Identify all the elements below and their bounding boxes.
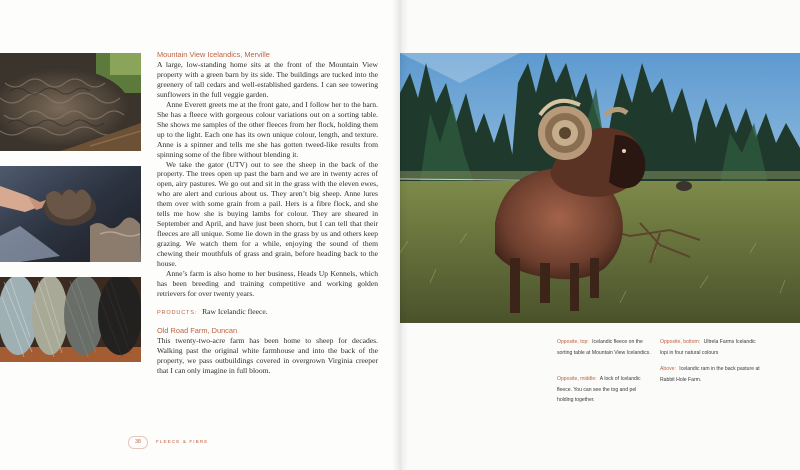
book-gutter-shadow bbox=[392, 0, 408, 470]
caption-opposite-middle bbox=[557, 374, 653, 406]
paragraph: Anne Everett greets me at the front gate, and I follow her to the barn. She has a fleece with gorgeous colour variations out on a sorting table. She shows me samples of the other fleeces from her flock, holding them up to the light. Each one has its own unique colour, length, and texture. Anne is a spinner and tells me she has gotten tweed-like results from spinning some of the fibre without blending it. bbox=[157, 99, 378, 159]
section-heading-mountain-view: Mountain View Icelandics, Merville bbox=[157, 50, 270, 59]
caption-text: A lock of Icelandic fleece. You can see the tog and pel holding together. bbox=[557, 376, 641, 403]
paragraph: A large, low-standing home sits at the front of the Mountain View property with a green barn by its side. The buildings are tucked into the greenery of tall cedars and well-established gardens. I can see towering sunflowers in the full veggie garden. bbox=[157, 60, 378, 99]
products-label: PRODUCTS: bbox=[157, 309, 198, 316]
paragraph: This twenty-two-acre farm has been home to sheep for decades. Walking past the original white farmhouse and into the back of the property, we pass outbuildings covered in overgrown Virginia creeper that I can only imagine in full bloom. bbox=[157, 335, 378, 375]
products-text: Raw Icelandic fleece. bbox=[202, 306, 268, 316]
running-head: FLEECE & FIBRE bbox=[156, 439, 209, 444]
caption-text: Ultrela Farms Icelandic lopi in four natural colours bbox=[660, 339, 756, 356]
yarn-skeins-photo bbox=[0, 277, 141, 362]
products-line bbox=[157, 307, 378, 318]
caption-text: Icelandic ram in the back pasture at Rabbit Hole Farm. bbox=[660, 366, 760, 383]
paragraph: Anne’s farm is also home to her business, Heads Up Kennels, which has been breeding and training competitive and working golden retrievers for over twenty years. bbox=[157, 269, 378, 298]
caption-label: Opposite, top: bbox=[557, 339, 589, 345]
caption-label: Opposite, bottom: bbox=[660, 339, 701, 345]
caption-label: Opposite, middle: bbox=[557, 376, 597, 382]
paragraph: We take the gator (UTV) out to see the sheep in the back of the property. The trees open up past the barn and we are in twenty acres of open, airy pastures. We go out and sit in the grass with the eleven ewes, who are alert and curious about us. They aren’t big sheep. Anne lures them over with some grain from a pail. Hers is a fibre flock, and she tells me how she is buying lambs for colour. They are sheared in September and April, and have just been shorn, but I can tell that their fleeces are all unique. Some lie down in the grass by us and others keep grazing. We watch them for a while, enjoying the sound of them chewing their mouthfuls of grass and grain, before heading back to the house. bbox=[157, 159, 378, 269]
section-heading-old-road-farm: Old Road Farm, Duncan bbox=[157, 325, 238, 335]
body-text-column bbox=[157, 50, 378, 376]
right-page bbox=[400, 0, 800, 470]
icelandic-ram-photo bbox=[400, 53, 800, 323]
caption-label: Above: bbox=[660, 366, 676, 372]
caption-opposite-top bbox=[557, 337, 653, 358]
caption-above bbox=[660, 364, 760, 385]
page-number: 38 bbox=[128, 436, 148, 449]
fleece-sorting-table-photo bbox=[0, 53, 141, 151]
caption-text: Icelandic fleece on the sorting table at Mountain View Icelandics. bbox=[557, 339, 651, 356]
caption-opposite-bottom bbox=[660, 337, 760, 358]
hand-holding-fleece-photo bbox=[0, 166, 141, 262]
